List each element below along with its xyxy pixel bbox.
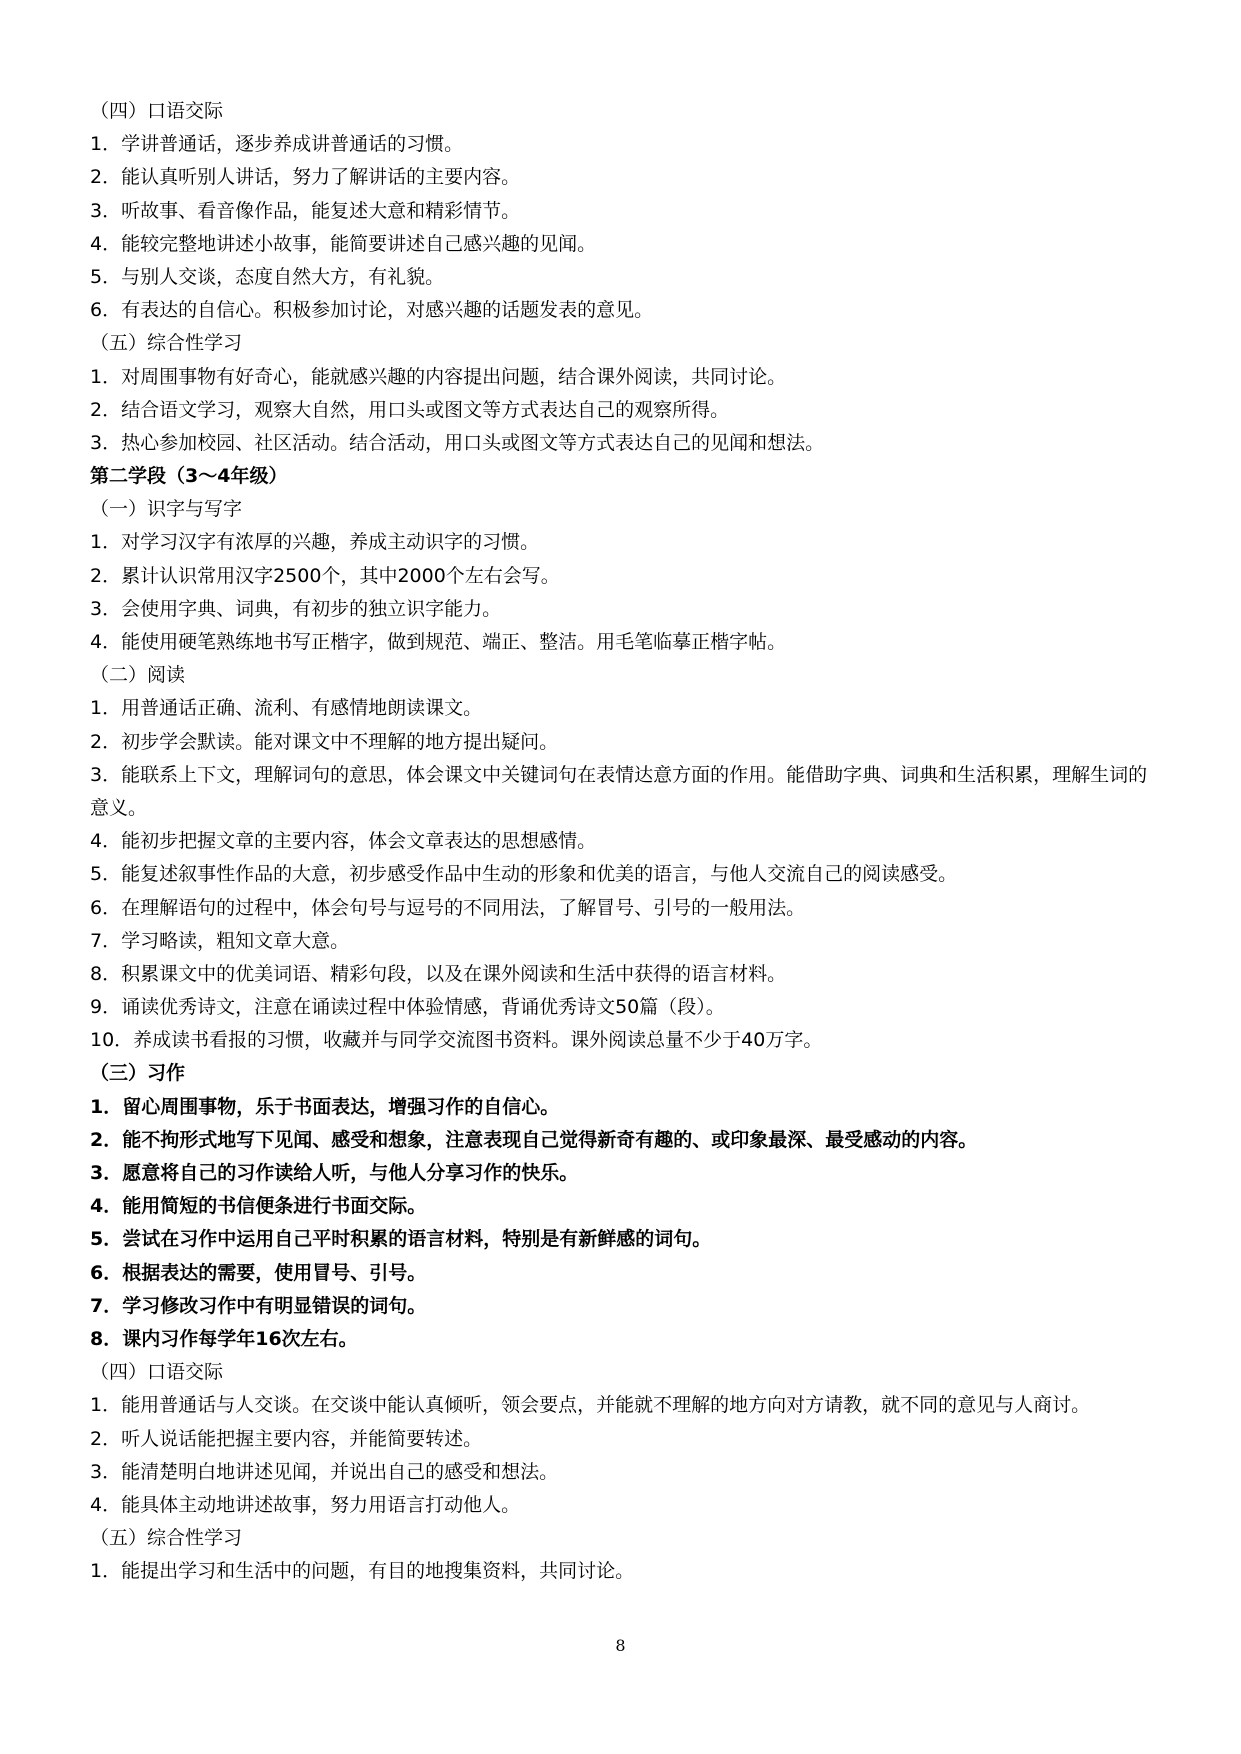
page-number: 8 bbox=[615, 1636, 626, 1655]
text-line: 10．养成读书看报的习惯，收藏并与同学交流图书资料。课外阅读总量不少于40万字。 bbox=[90, 1029, 823, 1052]
text-line: 4．能用简短的书信便条进行书面交际。 bbox=[90, 1195, 427, 1218]
text-line: （五）综合性学习 bbox=[90, 332, 243, 355]
text-line: 1．对学习汉字有浓厚的兴趣，养成主动识字的习惯。 bbox=[90, 531, 540, 554]
text-line: （四）口语交际 bbox=[90, 1361, 224, 1384]
text-line: （五）综合性学习 bbox=[90, 1527, 243, 1550]
text-line: 2．累计认识常用汉字2500个，其中2000个左右会写。 bbox=[90, 564, 560, 587]
text-line: 9．诵读优秀诗文，注意在诵读过程中体验情感，背诵优秀诗文50篇（段）。 bbox=[90, 996, 725, 1019]
text-line: 1．能提出学习和生活中的问题，有目的地搜集资料，共同讨论。 bbox=[90, 1560, 635, 1583]
text-line: 8．积累课文中的优美词语、精彩句段，以及在课外阅读和生活中获得的语言材料。 bbox=[90, 962, 787, 985]
text-line: 5．能复述叙事性作品的大意，初步感受作品中生动的形象和优美的语言，与他人交流自己的阅读感受。 bbox=[90, 863, 958, 886]
text-line: 4．能初步把握文章的主要内容，体会文章表达的思想感情。 bbox=[90, 830, 597, 853]
text-line: 1．能用普通话与人交谈。在交谈中能认真倾听，领会要点，并能就不理解的地方向对方请教，就不同的意见与人商讨。 bbox=[90, 1394, 1091, 1417]
text-line: （四）口语交际 bbox=[90, 100, 224, 122]
text-line: 6．有表达的自信心。积极参加讨论，对感兴趣的话题发表的意见。 bbox=[90, 299, 654, 322]
text-line: （三）习作 bbox=[90, 1062, 186, 1085]
text-line: 6．根据表达的需要，使用冒号、引号。 bbox=[90, 1261, 427, 1284]
text-line: 6．在理解语句的过程中，体会句号与逗号的不同用法，了解冒号、引号的一般用法。 bbox=[90, 896, 806, 919]
text-line: 3．能清楚明白地讲述见闻，并说出自己的感受和想法。 bbox=[90, 1460, 559, 1483]
text-line: 4．能具体主动地讲述故事，努力用语言打动他人。 bbox=[90, 1493, 521, 1516]
text-line: 第二学段（3～4年级） bbox=[90, 465, 288, 488]
text-line: 3．能联系上下文，理解词句的意思，体会课文中关键词句在表情达意方面的作用。能借助字典、词典和生活积累，理解生词的意义。 bbox=[90, 763, 1148, 819]
text-line: 1．学讲普通话，逐步养成讲普通话的习惯。 bbox=[90, 133, 464, 156]
text-line: 3．愿意将自己的习作读给人听，与他人分享习作的快乐。 bbox=[90, 1162, 579, 1185]
text-line: 5．与别人交谈，态度自然大方，有礼貌。 bbox=[90, 265, 445, 288]
text-line: 2．能不拘形式地写下见闻、感受和想象，注意表现自己觉得新奇有趣的、或印象最深、最受感动的内容。 bbox=[90, 1128, 978, 1151]
text-line: 1．对周围事物有好奇心，能就感兴趣的内容提出问题，结合课外阅读，共同讨论。 bbox=[90, 365, 787, 388]
text-line: 3．会使用字典、词典，有初步的独立识字能力。 bbox=[90, 597, 502, 620]
text-line: 2．初步学会默读。能对课文中不理解的地方提出疑问。 bbox=[90, 730, 559, 753]
text-line: 7．学习修改习作中有明显错误的词句。 bbox=[90, 1294, 427, 1317]
text-line: 3．热心参加校园、社区活动。结合活动，用口头或图文等方式表达自己的见闻和想法。 bbox=[90, 431, 825, 454]
text-line: （一）识字与写字 bbox=[90, 498, 243, 521]
text-line: 4．能使用硬笔熟练地书写正楷字，做到规范、端正、整洁。用毛笔临摹正楷字帖。 bbox=[90, 631, 787, 653]
text-line: 4．能较完整地讲述小故事，能简要讲述自己感兴趣的见闻。 bbox=[90, 232, 597, 255]
text-line: 2．听人说话能把握主要内容，并能简要转述。 bbox=[90, 1427, 483, 1450]
text-line: 7．学习略读，粗知文章大意。 bbox=[90, 929, 350, 952]
text-line: 8．课内习作每学年16次左右。 bbox=[90, 1327, 358, 1350]
text-line: 5．尝试在习作中运用自己平时积累的语言材料，特别是有新鲜感的词句。 bbox=[90, 1228, 712, 1251]
text-line: （二）阅读 bbox=[90, 664, 186, 687]
text-line: 2．能认真听别人讲话，努力了解讲话的主要内容。 bbox=[90, 166, 521, 189]
text-line: 1．留心周围事物，乐于书面表达，增强习作的自信心。 bbox=[90, 1095, 560, 1118]
text-line: 2．结合语文学习，观察大自然，用口头或图文等方式表达自己的观察所得。 bbox=[90, 398, 730, 421]
text-body bbox=[90, 95, 1150, 1588]
text-line: 1．用普通话正确、流利、有感情地朗读课文。 bbox=[90, 697, 483, 720]
text-line: 3．听故事、看音像作品，能复述大意和精彩情节。 bbox=[90, 199, 521, 222]
